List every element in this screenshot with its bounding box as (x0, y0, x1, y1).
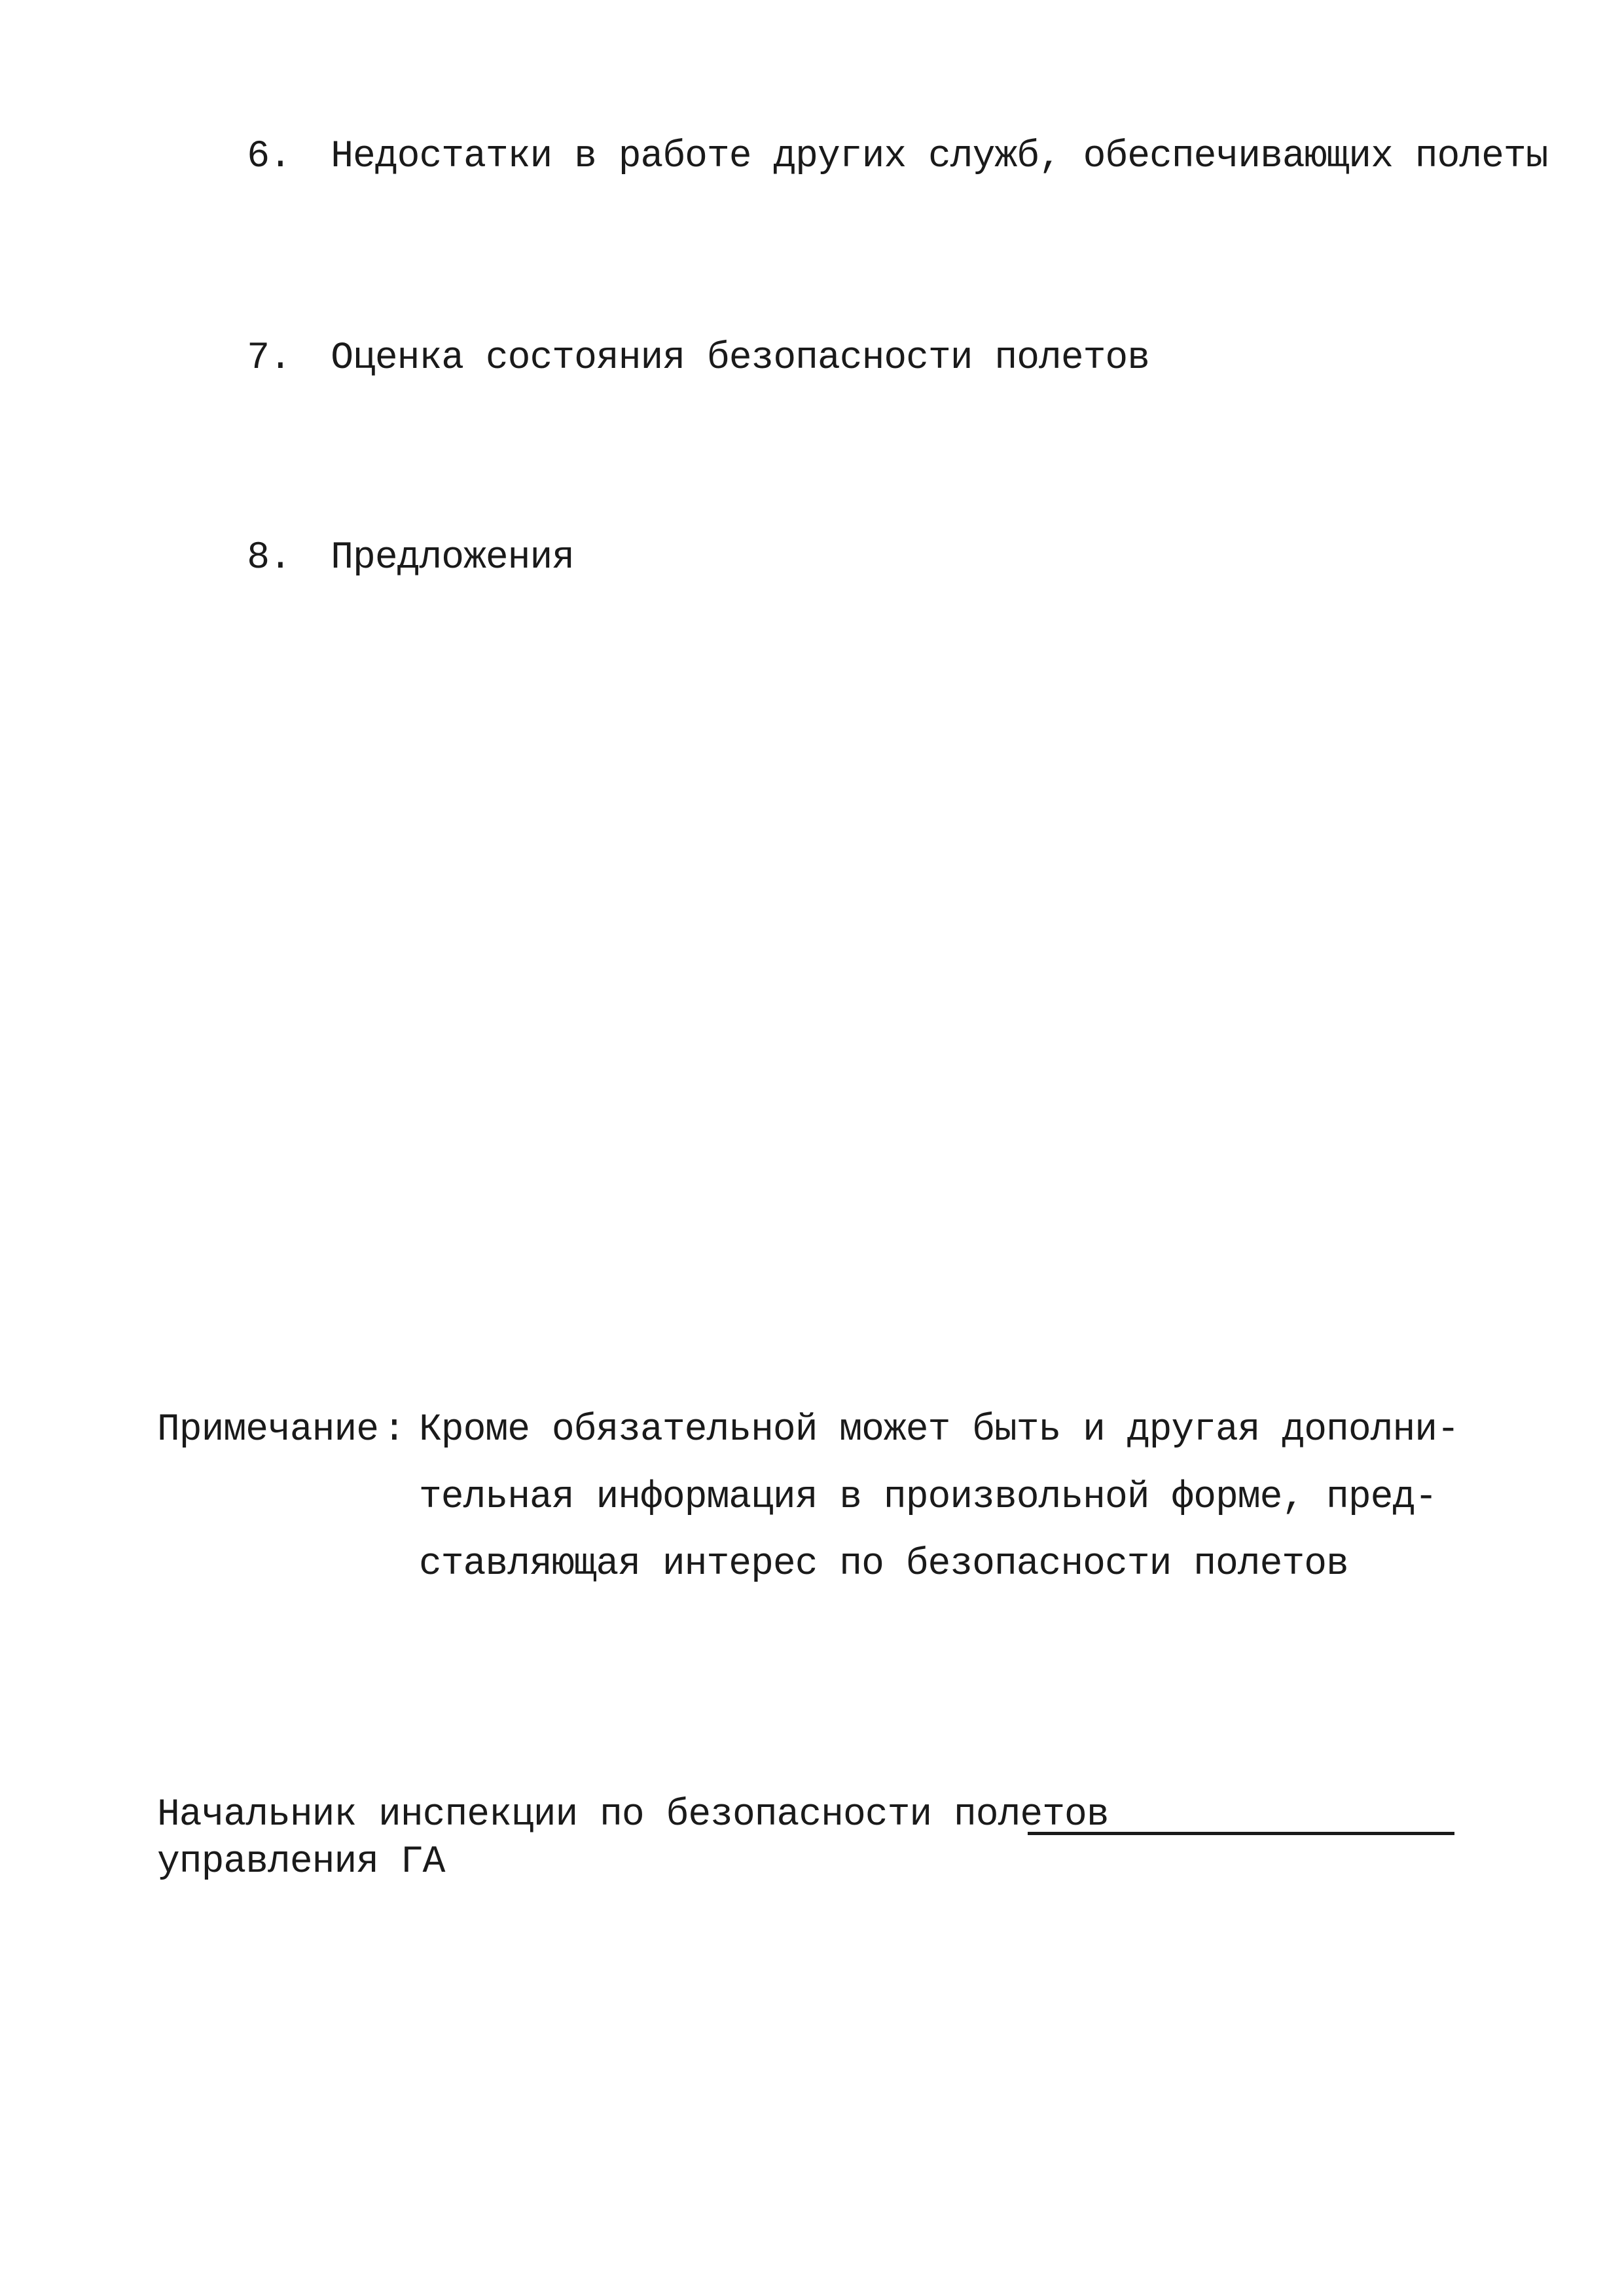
section-item-8 (158, 490, 574, 627)
section-title: Предложения (331, 537, 575, 579)
signature-blank-line (1028, 1832, 1454, 1835)
section-title: Оценка состояния безопасности полетов (331, 337, 1150, 380)
signer-department: управления ГА (157, 1841, 445, 1884)
note-text-line: ставляющая интерес по безопасности полетов (419, 1543, 1348, 1586)
section-number: 7. (247, 337, 291, 380)
section-number: 6. (247, 136, 291, 178)
section-number: 8. (247, 537, 291, 579)
section-title: Недостатки в работе других служб, обеспечивающих полеты (331, 136, 1548, 178)
section-item-6 (158, 88, 1548, 226)
note-label: Примечание (157, 1409, 379, 1451)
signer-title: Начальник инспекции по безопасности полетов (157, 1794, 1109, 1836)
section-item-7 (158, 290, 1149, 428)
note-text-line: Кроме обязательной может быть и другая дополни- (419, 1409, 1459, 1451)
note-text-line: тельная информация в произвольной форме, пред- (419, 1476, 1437, 1519)
note-colon: : (383, 1409, 405, 1451)
